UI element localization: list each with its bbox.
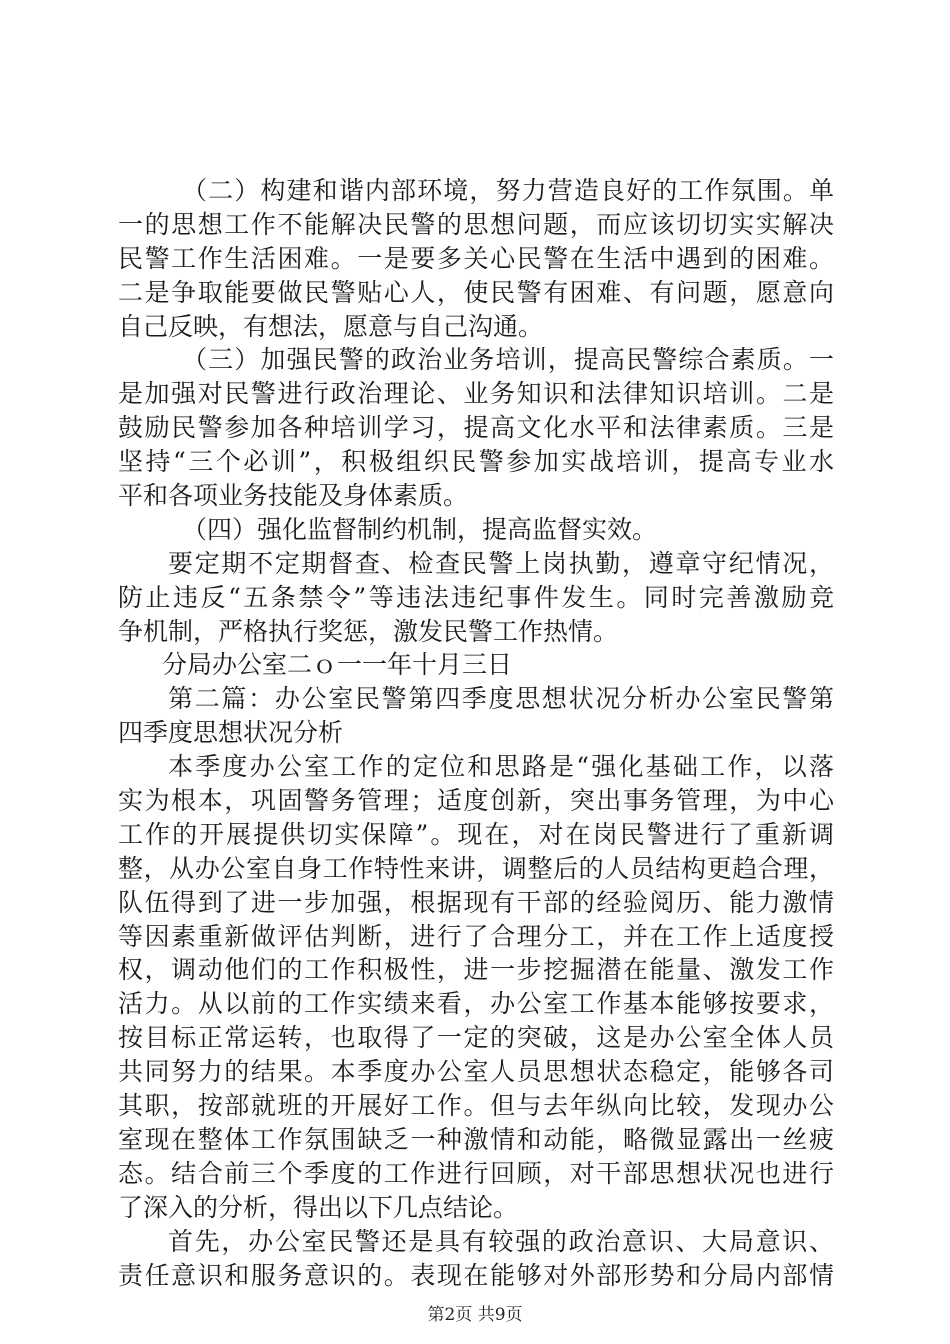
paragraph-line: 本季度办公室工作的定位和思路是“强化基础工作，以落 bbox=[168, 752, 834, 782]
paragraph-line: 民警工作生活困难。一是要多关心民警在生活中遇到的困难。 bbox=[118, 243, 834, 273]
paragraph-line: （四）强化监督制约机制，提高监督实效。 bbox=[182, 514, 658, 544]
section-heading: 四季度思想状况分析 bbox=[118, 718, 344, 748]
document-body bbox=[118, 174, 834, 1292]
paragraph-line: 其职，按部就班的开展好工作。但与去年纵向比较，发现办公 bbox=[118, 1091, 834, 1121]
paragraph-line: 整，从办公室自身工作特性来讲，调整后的人员结构更趋合理， bbox=[118, 853, 834, 883]
paragraph-line: （三）加强民警的政治业务培训，提高民警综合素质。一 bbox=[182, 345, 834, 375]
paragraph-line: 平和各项业务技能及身体素质。 bbox=[118, 481, 469, 511]
paragraph-line: 防止违反“五条禁令”等违法违纪事件发生。同时完善激励竞 bbox=[118, 582, 834, 612]
paragraph-line: 活力。从以前的工作实绩来看，办公室工作基本能够按要求， bbox=[118, 989, 834, 1019]
section-heading: 第二篇：办公室民警第四季度思想状况分析办公室民警第 bbox=[168, 684, 834, 714]
paragraph-line: 责任意识和服务意识的。表现在能够对外部形势和分局内部情 bbox=[118, 1260, 834, 1290]
paragraph-line: 坚持“三个必训”，积极组织民警参加实战培训，提高专业水 bbox=[118, 447, 834, 477]
paragraph-line: 工作的开展提供切实保障”。现在，对在岗民警进行了重新调 bbox=[118, 819, 834, 849]
paragraph-line: 共同努力的结果。本季度办公室人员思想状态稳定，能够各司 bbox=[118, 1057, 834, 1087]
paragraph-line: 一的思想工作不能解决民警的思想问题，而应该切切实实解决 bbox=[118, 209, 834, 239]
paragraph-line: 按目标正常运转，也取得了一定的突破，这是办公室全体人员 bbox=[118, 1023, 834, 1053]
paragraph-line: 等因素重新做评估判断，进行了合理分工，并在工作上适度授 bbox=[118, 921, 834, 951]
paragraph-line: 自己反映，有想法，愿意与自己沟通。 bbox=[118, 311, 544, 341]
paragraph-line: 态。结合前三个季度的工作进行回顾，对干部思想状况也进行 bbox=[118, 1158, 834, 1188]
page-number-footer: 第2页 共9页 bbox=[427, 1305, 523, 1325]
paragraph-line: 队伍得到了进一步加强，根据现有干部的经验阅历、能力激情 bbox=[118, 887, 834, 917]
paragraph-line: 了深入的分析，得出以下几点结论。 bbox=[118, 1192, 519, 1222]
paragraph-line: （二）构建和谐内部环境，努力营造良好的工作氛围。单 bbox=[182, 176, 834, 205]
paragraph-line: 权，调动他们的工作积极性，进一步挖掘潜在能量、激发工作 bbox=[118, 955, 834, 985]
paragraph-line: 室现在整体工作氛围缺乏一种激情和动能，略微显露出一丝疲 bbox=[118, 1124, 834, 1154]
paragraph-line: 是加强对民警进行政治理论、业务知识和法律知识培训。二是 bbox=[118, 379, 834, 409]
paragraph-line: 鼓励民警参加各种培训学习，提高文化水平和法律素质。三是 bbox=[118, 413, 834, 443]
paragraph-line: 要定期不定期督查、检查民警上岗执勤，遵章守纪情况， bbox=[168, 548, 834, 578]
paragraph-line: 首先，办公室民警还是具有较强的政治意识、大局意识、 bbox=[168, 1226, 834, 1256]
paragraph-line: 二是争取能要做民警贴心人，使民警有困难、有问题，愿意向 bbox=[118, 277, 834, 307]
signature-line: 分局办公室二ｏ一一年十月三日 bbox=[162, 650, 513, 680]
paragraph-line: 争机制，严格执行奖惩，激发民警工作热情。 bbox=[118, 616, 619, 646]
paragraph-line: 实为根本，巩固警务管理；适度创新，突出事务管理，为中心 bbox=[118, 786, 834, 816]
